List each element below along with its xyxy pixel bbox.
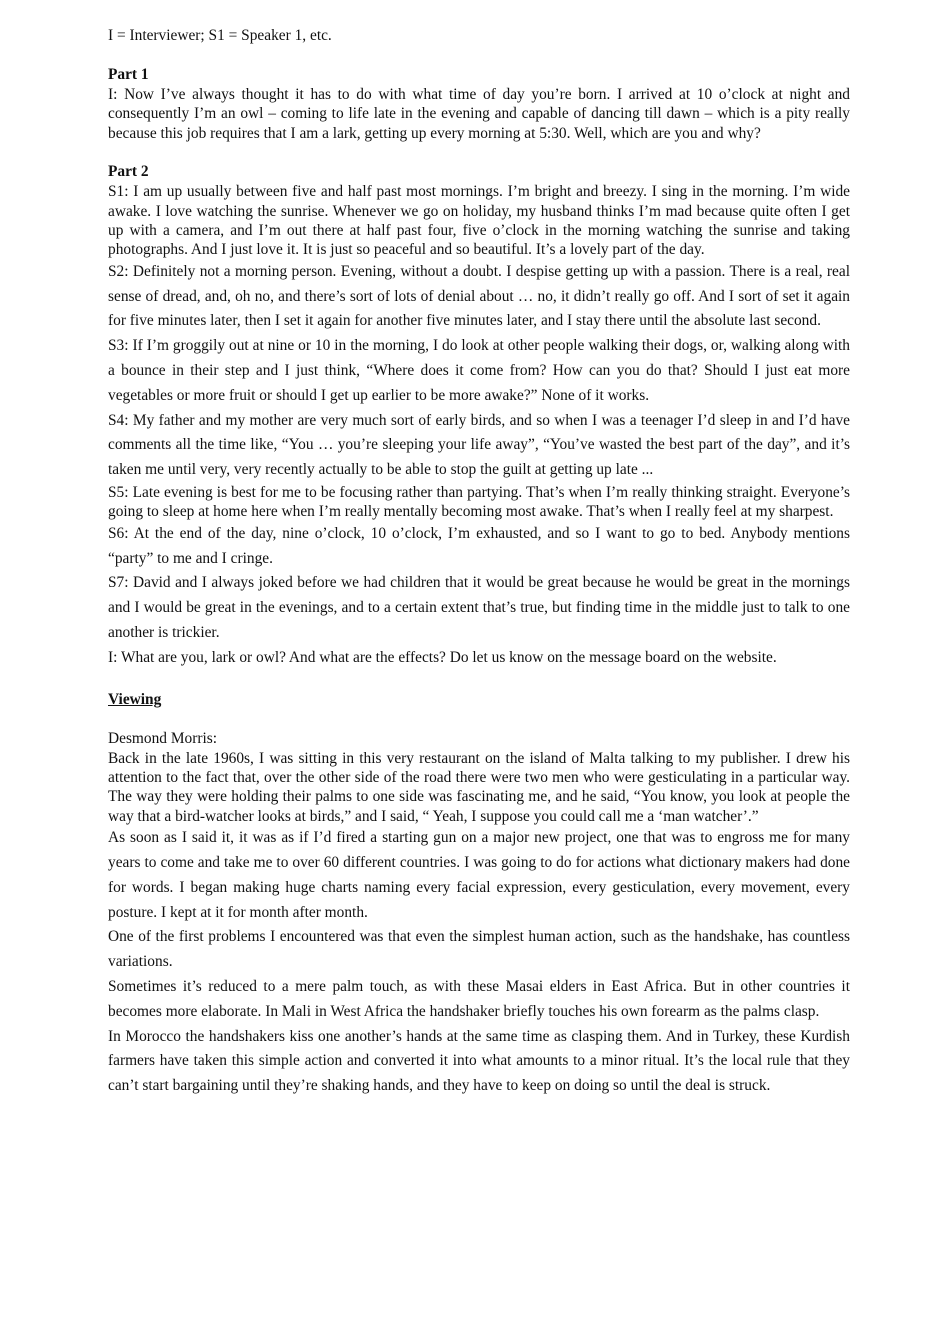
viewing-paragraph-2: As soon as I said it, it was as if I’d fired a starting gun on a major new project, one that was to engross me for many years to come and take me to over 60 different countries. I was going to do for actions what dictionary makers had done for words. I began making huge charts naming every facial expression, every gesticulation, every movement, every posture. I kept at it for month after month. [108, 829, 850, 921]
part1-interviewer-text: I: Now I’ve always thought it has to do with what time of day you’re born. I arrived at 10 o’clock at night and consequently I’m an owl – coming to life late in the evening and capable of dancing till dawn – which is a pity really because this job requires that I am a lark, getting up every morning at 5:30. Well, which are you and why? [108, 86, 850, 142]
viewing-heading: Viewing [108, 690, 162, 708]
spacer [108, 671, 850, 690]
speaker-7-text: S7: David and I always joked before we had children that it would be great because he would be great in the mornings and I would be great in the evenings, and to a certain extent that’s true, but finding time in the middle just to talk to one another is trickier. [108, 574, 850, 642]
viewing-paragraph-3: One of the first problems I encountered was that even the simplest human action, such as the handshake, has countless variations. [108, 928, 850, 971]
interviewer-closing-text: I: What are you, lark or owl? And what are the effects? Do let us know on the message board on the website. [108, 648, 777, 666]
spacer [108, 143, 850, 162]
part1-heading: Part 1 [108, 66, 149, 83]
viewing-paragraph-5: In Morocco the handshakers kiss one another’s hands at the same time as clasping them. And in Turkey, these Kurdish farmers have taken this simple action and converted it into what amounts to a minor ritual. It’s the local rule that they can’t start bargaining until they’re shaking hands, and they have to keep on doing so until the deal is struck. [108, 1027, 850, 1095]
viewing-paragraph-4: Sometimes it’s reduced to a mere palm touch, as with these Masai elders in East Africa. But in other countries it becomes more elaborate. In Mali in West Africa the handshaker briefly touches his own forearm as the palms clasp. [108, 978, 850, 1020]
speaker-6-text: S6: At the end of the day, nine o’clock, 10 o’clock, I’m exhausted, and so I want to go to bed. Anybody mentions “party” to me and I cringe. [108, 524, 850, 567]
speaker-4-text: S4: My father and my mother are very much sort of early birds, and so when I was a teenager I’d sleep in and I’d have comments all the time like, “You … you’re sleeping your life away”, “You’ve wasted the best part of the day”, and it’s taken me until very, very recently actually to be able to stop the guilt at getting up late ... [108, 411, 850, 479]
spacer [108, 710, 850, 729]
speaker-3-text: S3: If I’m groggily out at nine or 10 in the morning, I do look at other people walking their dogs, or, walking along with a bounce in their step and I just think, “Where does it come from? How can you do that? Should I just eat more vegetables or more fruit or should I get up earlier to be more awake?” None of it works. [108, 337, 850, 404]
speaker-1-text: S1: I am up usually between five and half past most mornings. I’m bright and breezy. I sing in the morning. I’m wide awake. I love watching the sunrise. Whenever we go on holiday, my husband thinks I’m mad because quite often I get up with a camera, and I’m out there at half past four, five o’clock in the morning watching the sunrise and taking photographs. And I just love it. It is just so peaceful and so beautiful. It’s a lovely part of the day. [108, 183, 850, 259]
viewing-speaker-label: Desmond Morris: [108, 729, 218, 747]
speaker-legend: I = Interviewer; S1 = Speaker 1, etc. [108, 27, 332, 44]
part2-heading: Part 2 [108, 163, 149, 181]
speaker-5-text: S5: Late evening is best for me to be focusing rather than partying. That’s when I’m really thinking straight. Everyone’s going to sleep at home here when I’m really mentally becoming most awake. That’s when I really feel at my sharpest. [108, 484, 850, 521]
transcript-document [108, 26, 850, 1099]
speaker-2-text: S2: Definitely not a morning person. Evening, without a doubt. I despise getting up with a passion. There is a real, real sense of dread, and, oh no, and there’s sort of lots of denial about … no, it didn’t really go off. And I sort of set it again for five minutes later, then I set it again for another five minutes later, and I stay there until the absolute last second. [108, 262, 850, 330]
spacer [108, 46, 850, 65]
viewing-paragraph-1: Back in the late 1960s, I was sitting in this very restaurant on the island of Malta talking to my publisher. I drew his attention to the fact that, over the other side of the road there were two men who were gesticulating in a particular way. The way they were holding their palms to one side was fascinating me, and he said, “You know, you look at people the way that a bird-watcher looks at birds,” and I said, “ Yeah, I suppose you could call me a ‘man watcher’.” [108, 749, 850, 825]
